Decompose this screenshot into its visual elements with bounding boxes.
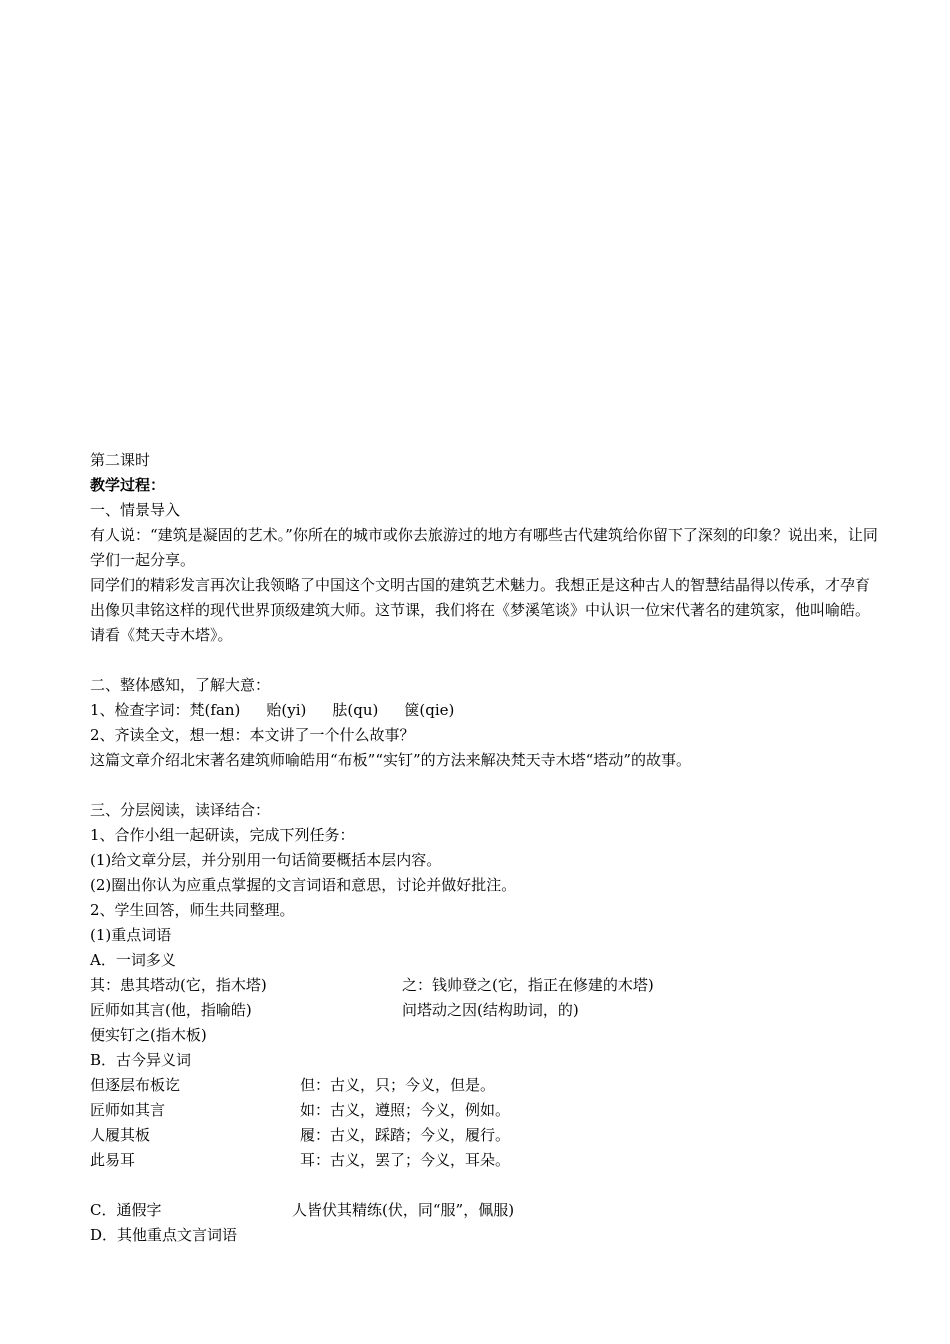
spacer: [90, 773, 880, 798]
ancient-modern-phrase: 但逐层布板讫: [90, 1076, 181, 1094]
word-item: 梵(fan): [189, 701, 241, 719]
section-2-item-2: 2、齐读全文，想一想：本文讲了一个什么故事？: [90, 726, 415, 744]
polysemy-row: [90, 998, 880, 1023]
section-3-heading: 三、分层阅读，读译结合：: [90, 801, 271, 819]
ancient-modern-row: [90, 1073, 880, 1098]
ancient-modern-phrase: 匠师如其言: [90, 1101, 166, 1119]
other-words-heading: D．其他重点文言词语: [90, 1226, 238, 1244]
section-1-paragraph-1: 有人说：“建筑是凝固的艺术。”你所在的城市或你去旅游过的地方有哪些古代建筑给你留下了深刻的印象？说出来，让同学们一起分享。: [90, 526, 878, 569]
section-1-heading: 一、情景导入: [90, 501, 181, 519]
task-2: (2)圈出你认为应重点掌握的文言词语和意思，讨论并做好批注。: [90, 876, 517, 894]
lesson-title: 第二课时: [90, 451, 151, 469]
ancient-modern-heading: B．古今异义词: [90, 1051, 192, 1069]
polysemy-right: 问塔动之因(结构助词，的): [402, 1001, 579, 1019]
document-body: [90, 448, 880, 1248]
spacer: [90, 648, 880, 673]
task-1: (1)给文章分层，并分别用一句话简要概括本层内容。: [90, 851, 442, 869]
polysemy-left: 便实钉之(指木板): [90, 1026, 207, 1044]
ancient-modern-phrase: 人履其板: [90, 1126, 151, 1144]
spacer: [90, 1173, 880, 1198]
key-words-heading: (1)重点词语: [90, 926, 172, 944]
polysemy-row: [90, 973, 880, 998]
process-heading: 教学过程：: [90, 476, 166, 494]
polysemy-right: 之：钱帅登之(它，指正在修建的木塔): [402, 976, 654, 994]
polysemy-heading: A．一词多义: [90, 951, 176, 969]
interchangeable-text: 人皆伏其精练(伏，同“服”，佩服): [292, 1201, 515, 1219]
ancient-modern-row: [90, 1123, 880, 1148]
polysemy-left: 匠师如其言(他，指喻皓): [90, 1001, 252, 1019]
ancient-modern-row: [90, 1098, 880, 1123]
polysemy-left: 其：患其塔动(它，指木塔): [90, 976, 267, 994]
section-2-answer: 这篇文章介绍北宋著名建筑师喻皓用“布板”“实钉”的方法来解决梵天寺木塔“塔动”的故事。: [90, 751, 692, 769]
section-3-item-1: 1、合作小组一起研读，完成下列任务：: [90, 826, 355, 844]
word-check-line: [90, 698, 880, 723]
interchangeable-row: [90, 1198, 880, 1223]
ancient-modern-row: [90, 1148, 880, 1173]
section-3-item-2: 2、学生回答，师生共同整理。: [90, 901, 295, 919]
ancient-modern-meaning: 如：古义，遵照；今义，例如。: [300, 1101, 511, 1119]
section-2-heading: 二、整体感知，了解大意：: [90, 676, 271, 694]
ancient-modern-meaning: 但：古义，只；今义，但是。: [300, 1076, 496, 1094]
word-item: 胠(qu): [332, 701, 379, 719]
interchangeable-heading: C．通假字: [90, 1201, 162, 1219]
polysemy-row: [90, 1023, 880, 1048]
word-check-label: 1、检查字词：: [90, 701, 190, 719]
ancient-modern-meaning: 耳：古义，罢了；今义，耳朵。: [300, 1151, 511, 1169]
ancient-modern-phrase: 此易耳: [90, 1151, 136, 1169]
word-item: 贻(yi): [266, 701, 307, 719]
word-item: 箧(qie): [404, 701, 455, 719]
ancient-modern-meaning: 履：古义，踩踏；今义，履行。: [300, 1126, 511, 1144]
section-1-paragraph-2: 同学们的精彩发言再次让我领略了中国这个文明古国的建筑艺术魅力。我想正是这种古人的智慧结晶得以传承，才孕育出像贝聿铭这样的现代世界顶级建筑大师。这节课，我们将在《梦溪笔谈》中认识一位宋代著名的建筑家，他叫喻皓。请看《梵天寺木塔》。: [90, 576, 871, 644]
